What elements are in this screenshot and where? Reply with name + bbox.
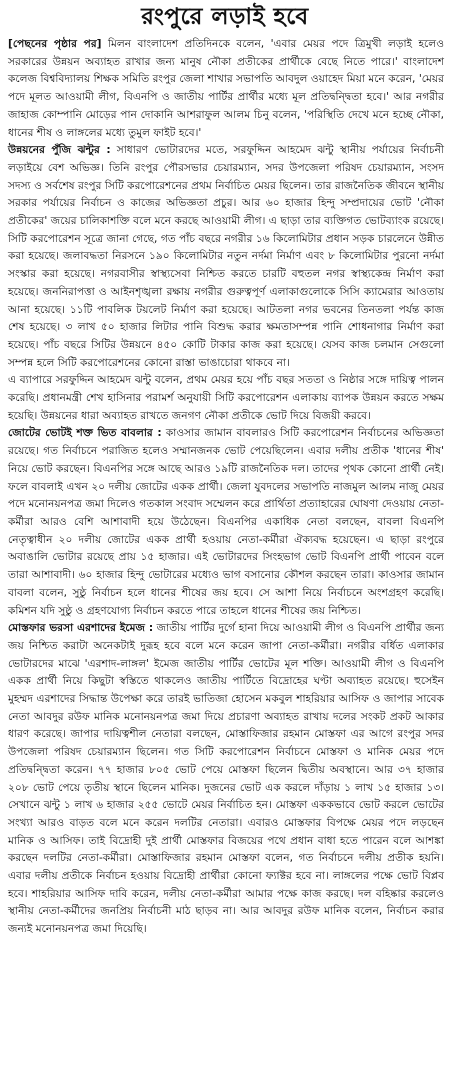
article-body <box>0 36 450 939</box>
paragraph-jhontu <box>8 142 444 372</box>
subhead-mostafa: মোস্তফার ভরসা এরশাদের ইমেজ : <box>8 622 154 635</box>
continuation-marker: [পেছনের পৃষ্ঠার পর] <box>8 38 102 50</box>
paragraph-text: সাধারণ ভোটারদের মতে, সরফুদ্দিন আহমেদ ঝন্টু স্থানীয় পর্যায়ের নির্বাচনী লড়াইয়ে বেশ অভিজ্ঞ। তিনি রংপুর পৌরসভার চেয়ারম্যান, সদর উপজেলা পরিষদ চেয়ারম্যান, সংসদ সদস্য ও সর্বশেষ রংপুর সিটি করপোরেশনের প্রথম নির্বাচিত মেয়র ছিলেন। তার রাজনৈতিক জীবনে স্থানীয় সরকার পর্যায়ের নির্বাচন ও কাজের অভিজ্ঞতা প্রচুর। আর ৬০ হাজার হিন্দু সম্প্রদায়ের ভোট 'নৌকা প্রতীকের' জয়ের চালিকাশক্তি বলে মনে করছে আওয়ামী লীগ। এ ছাড়া তার ব্যক্তিগত ভোটব্যাংক রয়েছে। সিটি করপোরেশন সূত্রে জানা গেছে, গত পাঁচ বছরে নগরীর ১৬ কিলোমিটার প্রধান সড়ক চারলেনে উন্নীত করা হয়েছে। জলাবদ্ধতা নিরসনে ১৯০ কিলোমিটার নতুন নর্দমা নির্মাণ এবং ৮ কিলোমিটার পুরনো নর্দমা সংস্কার করা হয়েছে। নগরবাসীর স্বাস্থ্যসেবা নিশ্চিত করতে চারটি বহুতল নগর স্বাস্থ্যকেন্দ্র নির্মাণ করা হয়েছে। জননিরাপত্তা ও আইনশৃঙ্খলা রক্ষায় নগরীর গুরুত্বপূর্ণ এলাকাগুলোকে সিসি ক্যামেরার আওতায় আনা হয়েছে। ১১টি পাবলিক টয়লেট নির্মাণ করা হয়েছে। আটতলা নগর ভবনের তিনতলা পর্যন্ত কাজ শেষ হয়েছে। ৩ লাখ ৫০ হাজার লিটার পানি বিশুদ্ধ করার ক্ষমতাসম্পন্ন পানি শোধনাগার নির্মাণ করা হয়েছে। পাঁচ বছরে সিটির উন্নয়নে ৪৫০ কোটি টাকার কাজ করা হয়েছে। যেসব কাজ চলমান সেগুলো সম্পন্ন হলে সিটি করপোরেশনের কোনো রাস্তা ভাঙাচোরা থাকবে না। <box>8 144 444 369</box>
paragraph-mostafa <box>8 620 444 939</box>
paragraph-text: কাওসার জামান বাবলারও সিটি করপোরেশন নির্বাচনের অভিজ্ঞতা রয়েছে। গত নির্বাচনে পরাজিত হলেও সম্মানজনক ভোট পেয়েছিলেন। এবার দলীয় প্রতীক 'ধানের শীষ' নিয়ে ভোট করছেন। বিএনপির সঙ্গে আছে আরও ১৯টি রাজনৈতিক দল। তাদের পৃথক কোনো প্রার্থী নেই। ফলে বাবলাই এখন ২০ দলীয় জোটের একক প্রার্থী। জেলা যুবদলের সভাপতি নাজমুল আলম নাজু মেয়র পদে মনোনয়নপত্র জমা দিলেও গতকাল সংবাদ সম্মেলন করে প্রার্থিতা প্রত্যাহারের ঘোষণা দেওয়ায় নেতা-কর্মীরা আরও বেশি আশাবাদী হয়ে উঠেছেন। বিএনপির একাধিক নেতা বলছেন, বাবলা বিএনপি নেতৃত্বাধীন ২০ দলীয় জোটের একক প্রার্থী হওয়ায় নেতা-কর্মীরা ঐক্যবদ্ধ হয়েছেন। এ ছাড়া রংপুরে অবাঙালি ভোটার রয়েছে প্রায় ১৫ হাজার। এই ভোটারদের সিংহভাগ ভোট বিএনপি প্রার্থী পাবেন বলে তারা আশাবাদী। ৬০ হাজার হিন্দু ভোটারের মধ্যেও ভাগ বসানোর কৌশল করছেন তারা। কাওসার জামান বাবলা বলেন, সুষ্ঠু নির্বাচন হলে ধানের শীষের জয় হবে। সে আশা নিয়ে নির্বাচনে অংশগ্রহণ করেছি। কমিশন যদি সুষ্ঠু ও গ্রহণযোগ্য নির্বাচন করতে পারে তাহলে ধানের শীষের জয় নিশ্চিত। <box>8 427 444 617</box>
paragraph-text: এ ব্যাপারে সরফুদ্দিন আহমেদ ঝন্টু বলেন, প্রথম মেয়র হয়ে পাঁচ বছর সততা ও নিষ্ঠার সঙ্গে দায়িত্ব পালন করেছি। প্রধানমন্ত্রী শেখ হাসিনার পরামর্শ অনুযায়ী সিটি করপোরেশন এলাকায় ব্যাপক উন্নয়ন করতে সক্ষম হয়েছি। উন্নয়নের ধারা অব্যাহত রাখতে জনগণ নৌকা প্রতীকে ভোট দিয়ে বিজয়ী করবে। <box>8 374 444 422</box>
paragraph-babla <box>8 425 444 620</box>
article-headline: রংপুরে লড়াই হবে <box>141 4 309 30</box>
subhead-babla: জোটের ভোটই শক্ত ভিত বাবলার : <box>8 427 162 440</box>
paragraph-continuation <box>8 36 444 142</box>
paragraph-text: জাতীয় পার্টির দুর্গে হানা দিয়ে আওয়ামী লীগ ও বিএনপি প্রার্থীর জন্য জয় নিশ্চিত করাটা অনেকটাই দুরূহ হবে বলে মনে করেন জাপা নেতা-কর্মীরা। নগরীর বর্ধিত এলাকার ভোটারদের মাঝে 'এরশাদ-লাঙ্গল' ইমেজ জাতীয় পার্টির ভোটের মূল শক্তি। আওয়ামী লীগ ও বিএনপি একক প্রার্থী নিয়ে কিছুটা স্বস্তিতে থাকলেও জাতীয় পার্টিতে বিদ্রোহের ঘণ্টা অব্যাহত রয়েছে। হুসেইন মুহম্মদ এরশাদের সিদ্ধান্ত উপেক্ষা করে তারই ভাতিজা হোসেন মকবুল শাহরিয়ার আসিফ ও জাপার সাবেক নেতা আবদুর রউফ মানিক মনোনয়নপত্র জমা দিয়ে প্রচারণা অব্যাহত রাখায় দলের সংকট প্রকট আকার ধারণ করেছে। জাপার দায়িত্বশীল নেতারা বলছেন, মোস্তাফিজার রহমান মোস্তফা এর আগে রংপুর সদর উপজেলা পরিষদ চেয়ারম্যান ছিলেন। গত সিটি করপোরেশন নির্বাচনে মোস্তফা ও মানিক মেয়র পদে প্রতিদ্বন্দ্বিতা করেন। ৭৭ হাজার ৮০৫ ভোট পেয়ে মোস্তফা ছিলেন দ্বিতীয় অবস্থানে। আর ৩৭ হাজার ২০৮ ভোট পেয়ে তৃতীয় স্থানে ছিলেন মানিক। দুজনের ভোট এক করলে দাঁড়ায় ১ লাখ ১৫ হাজার ১৩। সেখানে ঝন্টু ১ লাখ ৬ হাজার ২৫৫ ভোটে মেয়র নির্বাচিত হন। মোস্তফা এককভাবে ভোট করলে ভোটের সংখ্যা আরও বাড়ত বলে মনে করেন দলটির নেতারা। এবারও মোস্তফার বিপক্ষে মেয়র পদে লড়ছেন মানিক ও আসিফ। তাই বিদ্রোহী দুই প্রার্থী মোস্তফার বিজয়ের পথে প্রধান বাধা হতে পারেন বলে আশঙ্কা করছেন দলটির নেতা-কর্মীরা। মোস্তাফিজার রহমান মোস্তফা বলেন, গত নির্বাচনে দলীয় প্রতীক হয়নি। এবার দলীয় প্রতীকে নির্বাচন হওয়ায় বিদ্রোহী প্রার্থীরা কোনো ফ্যাক্টর হবে না। লাঙ্গলের পক্ষে ভোট বিপ্লব হবে। শাহরিয়ার আসিফ দাবি করেন, দলীয় নেতা-কর্মীরা আমার পক্ষে কাজ করছে। দল বহিষ্কার করলেও স্থানীয় নেতা-কর্মীদের জনপ্রিয় নির্বাচনী মাঠ ছাড়ব না। আর আবদুর রউফ মানিক বলেন, নির্বাচন করার জন্যই মনোনয়নপত্র জমা দিয়েছি। <box>8 622 445 936</box>
paragraph-jhontu-quote <box>8 372 444 425</box>
paragraph-text: মিলন বাংলাদেশ প্রতিদিনকে বলেন, 'এবার মেয়র পদে ত্রিমুখী লড়াই হলেও সরকারের উন্নয়ন অব্যাহত রাখার জন্য মানুষ নৌকা প্রতীকের প্রার্থীকে বেছে নিতে পারে।' বাংলাদেশ কলেজ বিশ্ববিদ্যালয় শিক্ষক সমিতি রংপুর জেলা শাখার সভাপতি আবদুল ওয়াহেদ মিয়া মনে করেন, 'মেয়র পদে মূলত আওয়ামী লীগ, বিএনপি ও জাতীয় পার্টির প্রার্থীর মধ্যে মূল প্রতিদ্বন্দ্বিতা হবে।' আর নগরীর জাহাজ কোম্পানি মোড়ের পান দোকানি আশরাফুল আলম চিনু বলেন, 'পরিস্থিতি দেখে মনে হচ্ছে নৌকা, ধানের শীষ ও লাঙ্গলের মধ্যে তুমুল ফাইট হবে।' <box>8 38 444 139</box>
subhead-jhontu: উন্নয়নের পুঁজি ঝন্টুর : <box>8 144 111 157</box>
